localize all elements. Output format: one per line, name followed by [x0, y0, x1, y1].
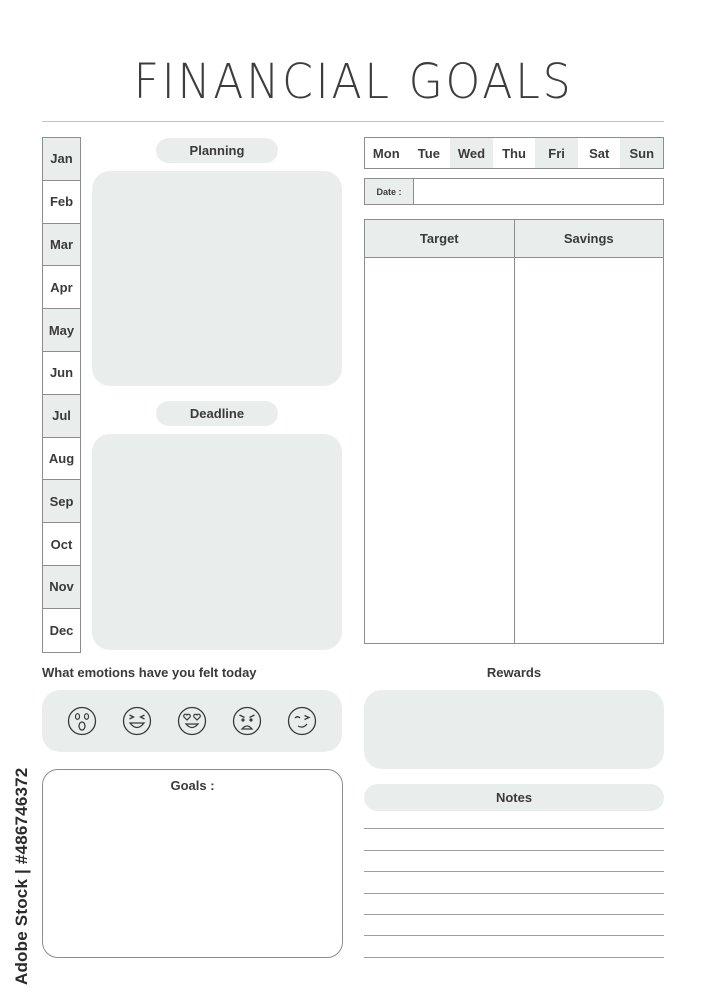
savings-cell[interactable] — [515, 258, 664, 643]
month-jul[interactable]: Jul — [43, 395, 80, 438]
date-label: Date : — [365, 179, 414, 204]
month-column — [42, 137, 81, 653]
month-oct[interactable]: Oct — [43, 523, 80, 566]
deadline-area[interactable] — [92, 434, 342, 650]
notes-line[interactable] — [364, 850, 664, 851]
emotions-panel — [42, 690, 342, 752]
notes-line[interactable] — [364, 871, 664, 872]
month-may[interactable]: May — [43, 309, 80, 352]
title-divider — [42, 121, 664, 122]
notes-line[interactable] — [364, 893, 664, 894]
day-thu[interactable]: Thu — [502, 145, 526, 161]
page-title: FINANCIAL GOALS — [133, 54, 574, 110]
day-tue[interactable]: Tue — [417, 145, 440, 161]
day-sat[interactable]: Sat — [589, 145, 610, 161]
notes-heading: Notes — [364, 784, 664, 811]
day-wed[interactable]: Wed — [450, 138, 493, 168]
deadline-heading: Deadline — [156, 401, 278, 426]
planning-area[interactable] — [92, 171, 342, 386]
target-cell[interactable] — [365, 258, 514, 643]
notes-line[interactable] — [364, 914, 664, 915]
angry-face-icon[interactable] — [232, 706, 262, 736]
savings-column — [514, 220, 664, 643]
rewards-heading: Rewards — [486, 665, 542, 680]
month-dec[interactable]: Dec — [49, 622, 74, 638]
rewards-area[interactable] — [364, 690, 664, 769]
goals-area[interactable] — [42, 769, 343, 958]
day-sun[interactable]: Sun — [620, 138, 663, 168]
month-mar[interactable]: Mar — [43, 224, 80, 267]
heart-eyes-face-icon[interactable] — [177, 706, 207, 736]
laughing-face-icon[interactable] — [122, 706, 152, 736]
target-header: Target — [365, 220, 514, 258]
month-apr[interactable]: Apr — [43, 266, 80, 309]
month-aug[interactable]: Aug — [43, 438, 80, 481]
savings-header: Savings — [515, 220, 664, 258]
surprised-face-icon[interactable] — [67, 706, 97, 736]
month-jan[interactable]: Jan — [43, 138, 80, 181]
notes-line[interactable] — [364, 935, 664, 936]
target-column — [365, 220, 514, 643]
date-field[interactable] — [414, 179, 663, 204]
notes-line[interactable] — [364, 957, 664, 958]
month-jun[interactable]: Jun — [43, 352, 80, 395]
winking-face-icon[interactable] — [287, 706, 317, 736]
day-mon[interactable]: Mon — [372, 145, 400, 161]
planning-heading: Planning — [156, 138, 278, 163]
day-fri[interactable]: Fri — [535, 138, 578, 168]
target-savings-table — [364, 219, 664, 644]
date-row — [364, 178, 664, 205]
stock-credit: Adobe Stock | #486746372 — [12, 767, 31, 985]
notes-line[interactable] — [364, 828, 664, 829]
emotions-question: What emotions have you felt today — [42, 665, 257, 680]
month-nov[interactable]: Nov — [43, 566, 80, 609]
month-feb[interactable]: Feb — [43, 181, 80, 224]
goals-heading: Goals : — [170, 778, 215, 793]
weekday-selector — [364, 137, 664, 169]
month-sep[interactable]: Sep — [43, 480, 80, 523]
